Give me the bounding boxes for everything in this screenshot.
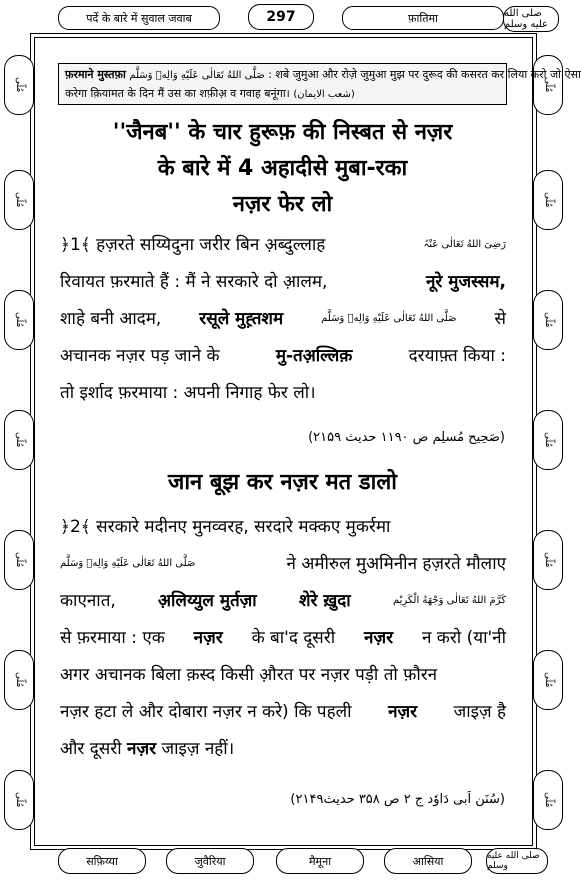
header-book-title: पर्दे के बारे में सुवाल जवाब xyxy=(58,6,220,30)
right-badge-7: مُلّی xyxy=(533,770,563,830)
para1-line-5: तो इर्शाद फ़रमाया : अपनी निगाह फेर लो। xyxy=(60,383,316,403)
para2-line-2 xyxy=(60,549,506,579)
para2-text: नज़र हटा ले और दोबारा नज़र न करे) कि पहली xyxy=(60,702,352,722)
para2-bold-term: नज़र xyxy=(193,628,223,648)
para2-text: काएनात, xyxy=(60,591,116,611)
left-badge-7: مُلّی xyxy=(4,770,34,830)
notice-text-2: करेगा क़ियामत के दिन मैं उस का शफ़ीअ़ व गवाह बनूंगा। xyxy=(65,87,290,100)
para2-line-7 xyxy=(60,734,506,764)
footer-badge-3: मैमूना xyxy=(276,848,364,874)
para2-text: के बा'द दूसरी xyxy=(251,628,336,648)
notice-line-2 xyxy=(65,85,500,104)
para1-bold-term: रसूले मुह़्तशम xyxy=(199,309,284,329)
top-right-badge: صلى الله عليه وسلم xyxy=(503,6,559,32)
right-badge-3: مُلّی xyxy=(533,290,563,350)
right-badge-5: مُلّی xyxy=(533,530,563,590)
notice-arabic: صَلَّى اللهُ تَعَالٰى عَلَيْهِ وَالِهٖ وَسَلَّم xyxy=(129,70,265,81)
para2-bold-term: शेरे ख़ुदा xyxy=(298,591,351,611)
para2-text: और दूसरी xyxy=(60,739,122,759)
left-badge-1: مُلّی xyxy=(4,55,34,115)
right-badge-4: مُلّی xyxy=(533,410,563,470)
para2-arabic-dua: كَرَّمَ اللهُ تَعَالٰى وَجْهَهُ الْكَرِيْم xyxy=(392,595,506,606)
para2-arabic-salawat: صَلَّى اللهُ تَعَالٰى عَلَيْهِ وَالِهٖ وَسَلَّم xyxy=(60,558,196,569)
para1-text: रिवायत फ़रमाते हैं : मैं ने सरकारे दो आ़लम, xyxy=(60,272,328,292)
section-heading: जान बूझ कर नज़र मत डालो xyxy=(168,470,397,495)
para1-reference: (صَحِیح مُسلِم ص ۱۱۹۰ حدیث ۲۱۵۹) xyxy=(308,430,505,445)
footer-badge-2: जुवैरिया xyxy=(166,848,254,874)
para1-line-3 xyxy=(60,304,506,334)
para1-text: अचानक नज़र पड़ जाने के xyxy=(60,346,220,366)
para2-text: से फ़रमाया : एक xyxy=(60,628,165,648)
para1-bold-term: नूरे मुजस्सम, xyxy=(426,272,506,292)
title-line-2: के बारे में 4 अहादीसे मुबा-रका xyxy=(157,156,408,181)
title-line-1: ''जैनब'' के चार हुरूफ़ की निस्बत से नज़र xyxy=(112,120,453,145)
para2-line-3 xyxy=(60,586,506,616)
footer-badge-1: सफ़िय्या xyxy=(58,848,146,874)
para1-arabic-dua: رَضِیَ اللهُ تَعَالٰی عَنْہُ xyxy=(423,239,506,250)
para1-bold-term: मु-तअ़ल्लिक़ xyxy=(275,346,353,366)
footer-badge-4: आसिया xyxy=(384,848,472,874)
page-number: 297 xyxy=(248,4,314,30)
notice-text-1: : शबे जुमुआ और रोज़े जुमुआ मुझ पर दुरूद की कसरत कर लिया करो जो ऐसा xyxy=(268,68,581,81)
para2-bold-term: नज़र xyxy=(364,628,394,648)
para2-reference: (سُنَن اَبی دَاوٗد ج ۲ ص ۳۵۸ حدیث۲۱۴۹) xyxy=(290,792,505,807)
para1-text: शाहे बनी आदम, xyxy=(60,309,162,329)
right-badge-2: مُلّی xyxy=(533,170,563,230)
right-badge-6: مُلّی xyxy=(533,650,563,710)
para1-line-2 xyxy=(60,267,506,297)
para2-line-6 xyxy=(60,697,506,727)
left-badge-4: مُلّی xyxy=(4,410,34,470)
para1-text: ﴿1﴾ हज़रते सय्यिदुना जरीर बिन अ़ब्दुल्लाह xyxy=(60,235,326,255)
para1-line-4 xyxy=(60,341,506,371)
para2-text: ने अमीरुल मुअमिनीन हज़रते मौलाए xyxy=(286,554,506,574)
footer-corner-badge: صلى الله عليه وسلم xyxy=(486,848,548,874)
para2-text: जाइज़ नहीं। xyxy=(161,739,235,759)
para2-line-4 xyxy=(60,623,506,653)
para2-bold-term: नज़र xyxy=(127,739,157,759)
para2-bold-term: नज़र xyxy=(388,702,418,722)
left-badge-6: مُلّی xyxy=(4,650,34,710)
para2-line-5: अगर अचानक बिला क़स्द किसी औ़रत पर नज़र पड़ी तो फ़ौरन xyxy=(60,665,438,685)
title-line-3: नज़र फेर लो xyxy=(232,192,333,217)
para2-text: जाइज़ है xyxy=(453,702,506,722)
para1-text: दरयाफ़्त किया : xyxy=(408,346,506,366)
para1-text: से xyxy=(494,309,506,329)
para1-arabic-salawat: صَلَّى اللهُ تَعَالٰى عَلَيْهِ وَالِهٖ وَسَلَّم xyxy=(321,313,457,324)
notice-label: फ़रमाने मुस्तफ़ा xyxy=(65,68,126,81)
left-badge-3: مُلّی xyxy=(4,290,34,350)
para1-line-1 xyxy=(60,230,506,260)
para2-line-1: ﴿2﴾ सरकारे मदीनए मुनव्वरह, सरदारे मक्कए मुकर्रमा xyxy=(60,517,391,537)
para2-text: न करो (या'नी xyxy=(421,628,506,648)
header-name-label: फ़ातिमा xyxy=(342,6,504,30)
notice-source: (شعب الایمان) xyxy=(293,89,355,100)
right-badge-1: مُلّی xyxy=(533,55,563,115)
left-badge-2: مُلّی xyxy=(4,170,34,230)
left-badge-5: مُلّی xyxy=(4,530,34,590)
para2-bold-term: अ़लिय्युल मुर्तज़ा xyxy=(158,591,257,611)
